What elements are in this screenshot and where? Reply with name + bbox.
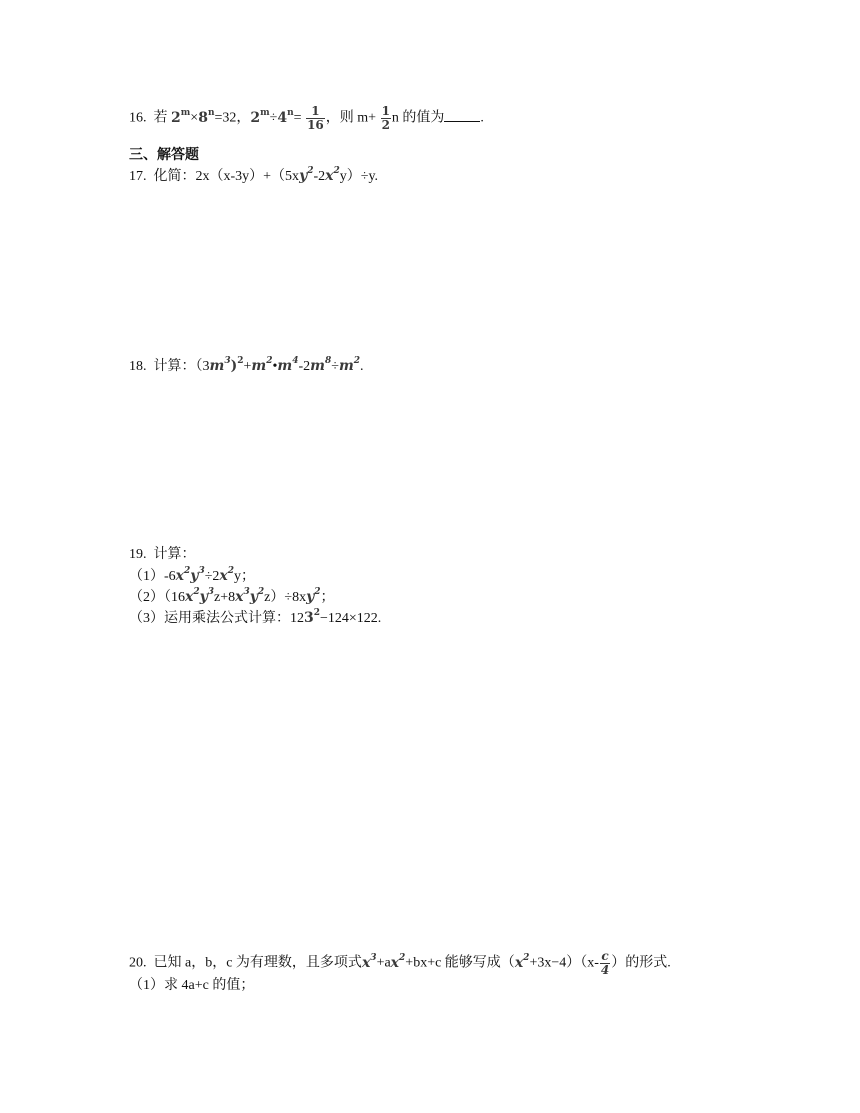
- question-19-part-1: $(1)-6x^2y^3\div 2x^2y$；: [129, 566, 256, 584]
- math-y-squared: $y^2$: [299, 166, 314, 184]
- math-m-squared: $m^2$: [251, 356, 273, 374]
- math-4-pow-n: 4$^n$: [277, 108, 294, 126]
- math-m-pow-4: $m^4$: [277, 356, 299, 374]
- question-number: 16.: [129, 110, 147, 126]
- math-3-squared: $3^2$: [304, 608, 321, 626]
- question-19-part-3: （3）运用乘法公式计算：$123^2-124\times 122$.: [129, 608, 382, 626]
- question-18: 18. 计算：$(3m^3)^2+m^2•m^4-2m^8\div m^2$.: [129, 356, 364, 374]
- math-x-squared: $x^2$: [325, 166, 340, 184]
- question-text: y）÷y.: [339, 169, 379, 184]
- question-19-part-2: $(2)(16x^2y^3z+8x^3y^2z)\div 8xy^2$；: [129, 587, 335, 605]
- question-17: 17. 化简：$2x(x-3y)+(5xy^2-2x^2y)\div y$.: [129, 166, 379, 184]
- question-text: 化简：2x（x-3y）+（5x: [153, 169, 300, 184]
- question-number: 20.: [129, 955, 147, 971]
- math-x-squared: $x^2$: [219, 566, 235, 584]
- math-x-squared: $x^2$: [390, 953, 406, 971]
- question-text: ，则 m+: [325, 110, 377, 126]
- math-y-cubed: $y^3$: [190, 566, 205, 584]
- fraction-one-sixteenth: $\frac{1}{16}$: [307, 104, 324, 132]
- question-text: n 的值为: [391, 110, 445, 126]
- math-y-squared: $y^2$: [306, 587, 321, 605]
- question-16: 16. 若 $2^m\times 8^n=32$，$2^m\div 4^n=$ $\frac{1}{16}$ ，则 m+ $\frac{1}{2}$ n 的值为 .: [129, 104, 484, 132]
- math-x-squared: $x^2$: [185, 587, 200, 605]
- math-2-pow-m: 2$^m$: [171, 108, 191, 126]
- question-text: =32，: [214, 110, 251, 126]
- question-20-part-1: （1）求 4a+c 的值；: [129, 978, 255, 993]
- answer-blank: [444, 107, 480, 122]
- math-2-pow-m: 2$^m$: [250, 108, 270, 126]
- math-x-cubed: $x^3$: [361, 953, 377, 971]
- fraction-c-over-4: $\frac{c}{4}$: [600, 949, 610, 977]
- math-y-cubed: $y^3$: [199, 587, 215, 605]
- question-text: 若: [153, 110, 168, 126]
- question-number: 19.: [129, 547, 147, 562]
- section-heading: 三、解答题: [129, 147, 199, 163]
- question-number: 17.: [129, 169, 147, 184]
- math-y-squared: $y^2$: [249, 587, 265, 605]
- question-20: 20. 已知 a，b，c 为有理数，且多项式$x^3+ax^2+bx+c$ 能够写成$(x^2+3x-4)(x-$ $\frac{c}{4}$ ）的形式.: [129, 949, 671, 977]
- math-8-pow-n: 8$^n$: [198, 108, 215, 126]
- math-x-cubed: $x^3$: [235, 587, 250, 605]
- question-19: [129, 545, 196, 565]
- math-x-squared: $x^2$: [175, 566, 191, 584]
- question-text: 已知 a，b，c 为有理数，且多项式: [153, 955, 362, 971]
- math-m-pow-8: $m^8$: [310, 356, 332, 374]
- fraction-one-half: $\frac{1}{2}$: [381, 104, 390, 132]
- math-m-cubed: $m^3$: [209, 356, 231, 374]
- question-text: 计算：（3: [153, 359, 210, 374]
- question-text: 计算：: [153, 547, 196, 562]
- question-number: 18.: [129, 359, 147, 374]
- math-m-squared: $m^2$: [338, 356, 361, 374]
- math-x-squared: $x^2$: [514, 953, 530, 971]
